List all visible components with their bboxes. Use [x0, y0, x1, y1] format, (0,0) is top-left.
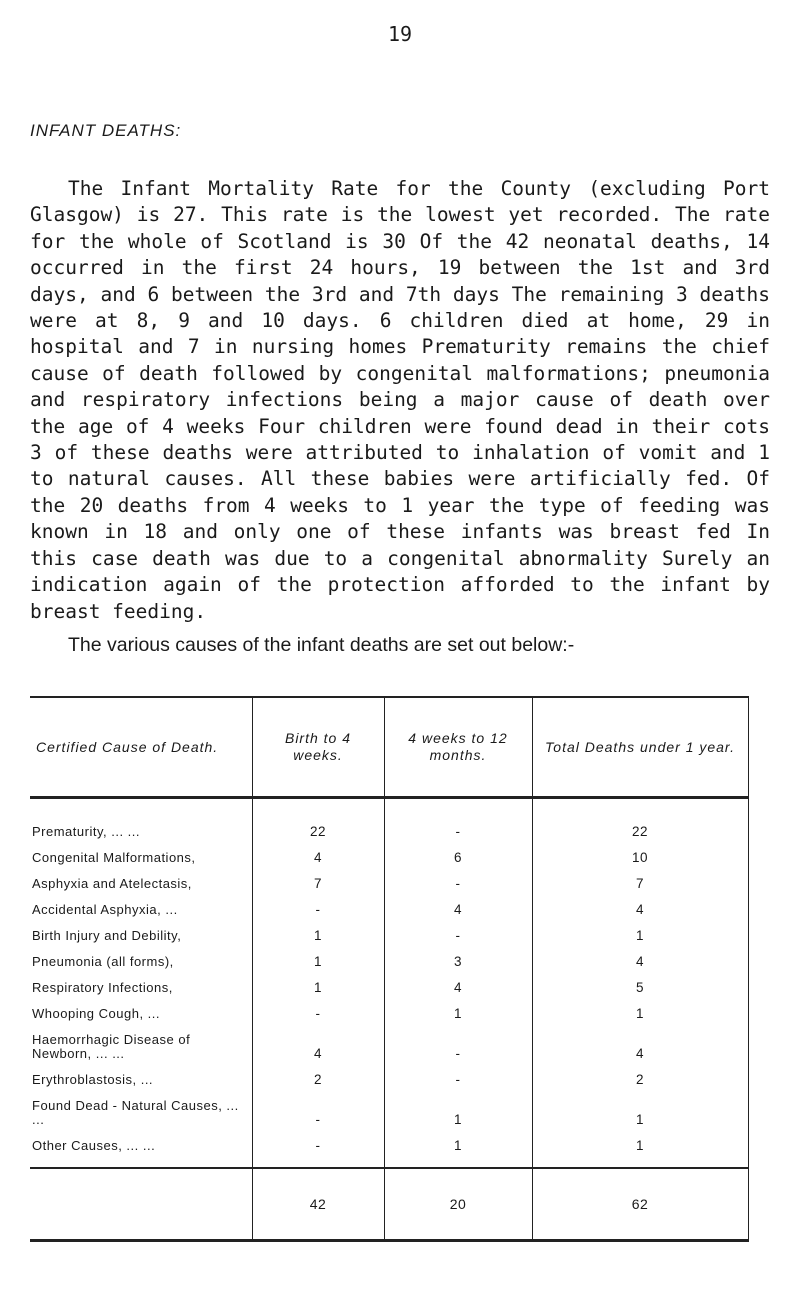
- totals-label-cell: [30, 1168, 252, 1241]
- total-weeks-cell: 20: [384, 1168, 532, 1241]
- weeks-cell: 1: [384, 1127, 532, 1168]
- table-header-row: [30, 697, 748, 798]
- cause-cell: Asphyxia and Atelectasis,: [30, 865, 252, 891]
- total-cell: 1: [532, 917, 748, 943]
- weeks-cell: -: [384, 798, 532, 840]
- cause-cell: Haemorrhagic Disease of Newborn, ... ...: [30, 1021, 252, 1061]
- header-cause: Certified Cause of Death.: [30, 697, 252, 798]
- total-cell: 1: [532, 1127, 748, 1168]
- cause-cell: Accidental Asphyxia, ...: [30, 891, 252, 917]
- body-paragraph: The Infant Mortality Rate for the County (excluding Port Glasgow) is 27. This rate is the lowest yet recorded. The rate for the whole of Scotland is 30 Of the 42 neonatal deaths, 14 occurred in the first 24 hours, 19 between the 1st and 3rd days, and 6 between the 3rd and 7th days The remaining 3 deaths were at 8, 9 and 10 days. 6 children died at home, 29 in hospital and 7 in nursing homes Prematurity remains the chief cause of death followed by congenital malformations; pneumonia and respiratory infections being a major cause of death over the age of 4 weeks Four children were found dead in their cots 3 of these deaths were attributed to inhalation of vomit and 1 to natural causes. All these babies were artificially fed. Of the 20 deaths from 4 weeks to 1 year the type of feeding was known in 18 and only one of these infants was breast fed In this case death was due to a congenital abnormality Surely an indication again of the protection afforded to the infant by breast feeding.: [30, 177, 770, 623]
- total-all-cell: 62: [532, 1168, 748, 1241]
- total-birth-cell: 42: [252, 1168, 384, 1241]
- cause-cell: Found Dead - Natural Causes, ... ...: [30, 1087, 252, 1127]
- birth-cell: 4: [252, 1021, 384, 1061]
- birth-cell: -: [252, 1127, 384, 1168]
- totals-row: [30, 1168, 748, 1241]
- table-row: [30, 1021, 748, 1061]
- cause-cell: Pneumonia (all forms),: [30, 943, 252, 969]
- table-row: [30, 1087, 748, 1127]
- birth-cell: 22: [252, 798, 384, 840]
- table-row: [30, 839, 748, 865]
- weeks-cell: 1: [384, 995, 532, 1021]
- birth-cell: -: [252, 995, 384, 1021]
- cause-cell: Congenital Malformations,: [30, 839, 252, 865]
- total-cell: 10: [532, 839, 748, 865]
- page-number: 19: [387, 22, 413, 46]
- birth-cell: 2: [252, 1061, 384, 1087]
- table-row: [30, 798, 748, 840]
- table-row: [30, 969, 748, 995]
- header-4-weeks-to-12-months: 4 weeks to 12 months.: [384, 697, 532, 798]
- weeks-cell: 4: [384, 891, 532, 917]
- header-birth-to-4-weeks: Birth to 4 weeks.: [252, 697, 384, 798]
- weeks-cell: -: [384, 1061, 532, 1087]
- causes-table: [30, 696, 749, 1242]
- birth-cell: -: [252, 1087, 384, 1127]
- total-cell: 2: [532, 1061, 748, 1087]
- weeks-cell: -: [384, 917, 532, 943]
- table-row: [30, 995, 748, 1021]
- table-row: [30, 891, 748, 917]
- weeks-cell: -: [384, 1021, 532, 1061]
- cause-cell: Prematurity, ... ...: [30, 798, 252, 840]
- total-cell: 1: [532, 995, 748, 1021]
- weeks-cell: 3: [384, 943, 532, 969]
- cause-cell: Respiratory Infections,: [30, 969, 252, 995]
- birth-cell: 4: [252, 839, 384, 865]
- total-cell: 1: [532, 1087, 748, 1127]
- total-cell: 22: [532, 798, 748, 840]
- total-cell: 4: [532, 943, 748, 969]
- weeks-cell: 4: [384, 969, 532, 995]
- birth-cell: 1: [252, 917, 384, 943]
- section-heading: INFANT DEATHS:: [30, 121, 182, 140]
- total-cell: 5: [532, 969, 748, 995]
- birth-cell: 1: [252, 969, 384, 995]
- table-row: [30, 943, 748, 969]
- header-total-deaths: Total Deaths under 1 year.: [532, 697, 748, 798]
- cause-cell: Whooping Cough, ...: [30, 995, 252, 1021]
- table-row: [30, 1061, 748, 1087]
- table-row: [30, 1127, 748, 1168]
- cause-cell: Erythroblastosis, ...: [30, 1061, 252, 1087]
- table-intro: The various causes of the infant deaths are set out below:-: [68, 634, 575, 656]
- table-row: [30, 917, 748, 943]
- weeks-cell: -: [384, 865, 532, 891]
- table-row: [30, 865, 748, 891]
- cause-cell: Birth Injury and Debility,: [30, 917, 252, 943]
- weeks-cell: 1: [384, 1087, 532, 1127]
- weeks-cell: 6: [384, 839, 532, 865]
- total-cell: 7: [532, 865, 748, 891]
- birth-cell: -: [252, 891, 384, 917]
- total-cell: 4: [532, 891, 748, 917]
- cause-cell: Other Causes, ... ...: [30, 1127, 252, 1168]
- birth-cell: 7: [252, 865, 384, 891]
- birth-cell: 1: [252, 943, 384, 969]
- total-cell: 4: [532, 1021, 748, 1061]
